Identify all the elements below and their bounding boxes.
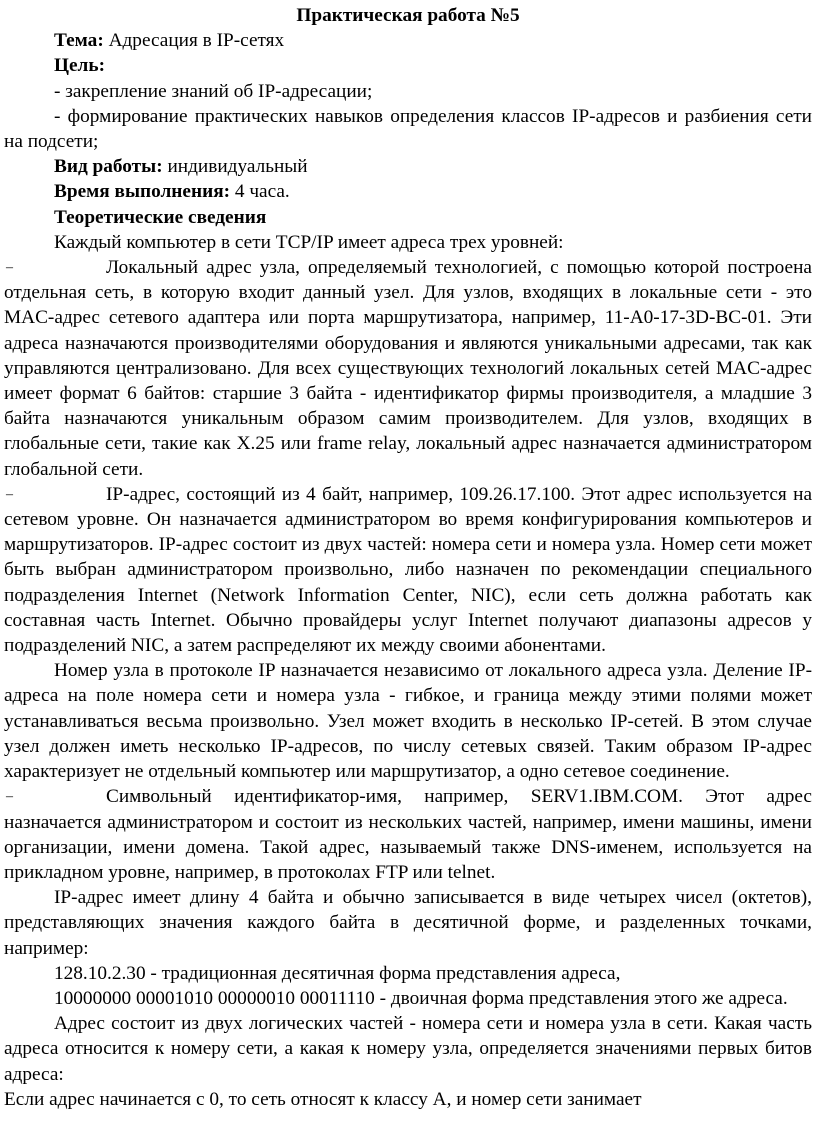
bullet-text: Локальный адрес узла, определяемый технологией, с помощью которой построена отдельная сеть, в которую входит данный узел. Для узлов, входящих в локальные сети - это MAC-адрес сетевого адаптера или порта маршрутизатора, например, 11-A0-17-3D-BC-01. Эти адреса назначаются производителями оборудования и являются уникальными адресами, так как управляются централизовано. Для всех существующих технологий локальных сетей MAC-адрес имеет формат 6 байтов: старшие 3 байта - идентификатор фирмы производителя, а младшие 3 байта назначаются уникальным образом самим производителем. Для узлов, входящих в глобальные сети, такие как Х.25 или frame relay, локальный адрес назначается администратором глобальной сети.: [4, 257, 812, 480]
goal-label: Цель:: [54, 55, 105, 77]
goal-item-2: - формирование практических навыков определения классов IP-адресов и разбиения сети на подсети;: [4, 105, 812, 153]
last-line: Если адрес начинается с 0, то сеть относят к классу А, и номер сети занимает: [4, 1088, 642, 1110]
node-number-paragraph: Номер узла в протоколе IP назначается независимо от локального адреса узла. Деление IP-адреса на поле номера сети и номера узла - гибкое, и граница между этими полями может устанавливаться весьма произвольно. Узел может входить в несколько IP-сетей. В этом случае узел должен иметь несколько IP-адресов, по числу сетевых связей. Таким образом IP-адрес характеризует не отдельный компьютер или маршрутизатор, а одно сетевое соединение.: [4, 660, 812, 783]
topic-value: Адресация в IP-сетях: [103, 30, 285, 52]
intro-paragraph: Каждый компьютер в сети TCP/IP имеет адреса трех уровней:: [54, 231, 564, 253]
bullet-local-address: [4, 255, 812, 482]
work-type-value: индивидуальный: [162, 156, 308, 178]
dash-marker: –: [6, 789, 13, 805]
time-value: 4 часа.: [230, 181, 290, 203]
example-decimal: 128.10.2.30 - традиционная десятичная форма представления адреса,: [54, 962, 621, 984]
ip-length-paragraph: IP-адрес имеет длину 4 байта и обычно записывается в виде четырех чисел (октетов), представляющих значения каждого байта в десятичной форме, и разделенных точками, например:: [4, 887, 812, 959]
page-title: Практическая работа №5: [296, 5, 520, 26]
dash-marker: –: [6, 260, 13, 276]
bullet-text: Символьный идентификатор-имя, например, SERV1.IBM.COM. Этот адрес назначается администратором и состоит из нескольких частей, например, имени машины, имени организации, имени домена. Такой адрес, называемый также DNS-именем, используется на прикладном уровне, например, в протоколах FTP или telnet.: [4, 786, 812, 883]
time-line: [4, 179, 812, 204]
goal-item-1: - закрепление знаний об IP-адресации;: [54, 80, 373, 102]
address-parts-paragraph: Адрес состоит из двух логических частей - номера сети и номера узла в сети. Какая часть адреса относится к номеру сети, а какая к номеру узла, определяется значениями первых битов адреса:: [4, 1013, 812, 1085]
topic-line: [4, 28, 812, 53]
theory-heading: Теоретические сведения: [54, 206, 267, 228]
bullet-symbolic-name: [4, 784, 812, 885]
bullet-text: IP-адрес, состоящий из 4 байт, например, 109.26.17.100. Этот адрес используется на сетевом уровне. Он назначается администратором во время конфигурирования компьютеров и маршрутизаторов. IP-адрес состоит из двух частей: номера сети и номера узла. Номер сети может быть выбран администратором произвольно, либо назначен по рекомендации специального подразделения Internet (Network Information Center, NIC), если сеть должна работать как составная часть Internet. Обычно провайдеры услуг Internet получают диапазоны адресов у подразделений NIC, а затем распределяют их между своими абонентами.: [4, 483, 812, 657]
topic-label: Тема:: [54, 30, 104, 52]
dash-marker: –: [6, 486, 13, 502]
bullet-ip-address: [4, 482, 812, 658]
work-type-line: [4, 154, 812, 179]
work-type-label: Вид работы:: [54, 156, 163, 178]
example-binary: 10000000 00001010 00000010 00011110 - двоичная форма представления этого же адреса.: [54, 987, 788, 1009]
time-label: Время выполнения:: [54, 181, 231, 203]
